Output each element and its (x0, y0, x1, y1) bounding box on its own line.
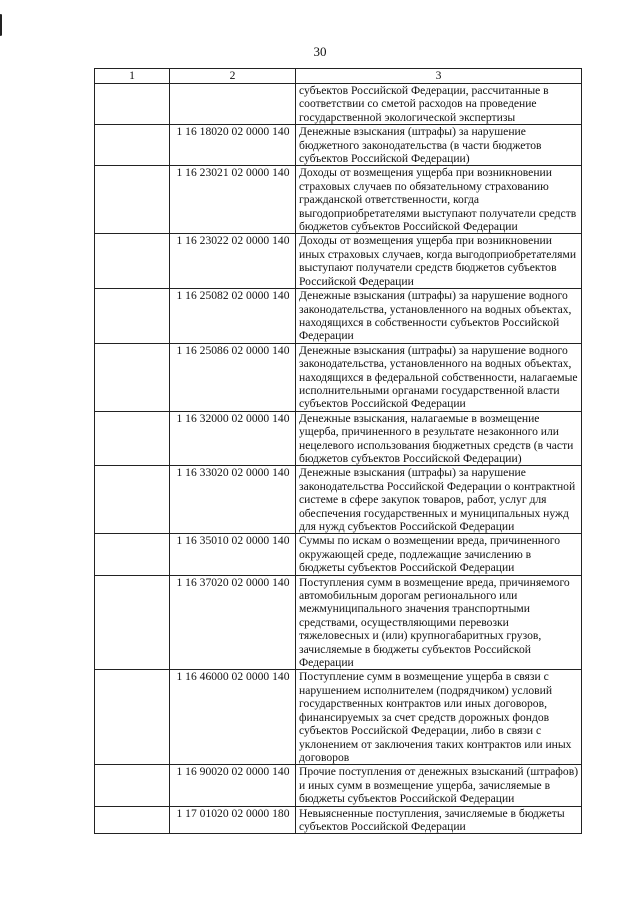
column-header-2: 2 (170, 69, 296, 84)
description-cell: Прочие поступления от денежных взысканий (штрафов) и иных сумм в возмещение ущерба, зачисляемые в бюджеты субъектов Российской Федерации (296, 765, 582, 806)
table-row (95, 575, 582, 670)
table-row (95, 166, 582, 234)
description-cell: Денежные взыскания, налагаемые в возмещение ущерба, причиненного в результате незаконного или нецелевого использования бюджетных средств (в части бюджетов субъектов Российской Федерации) (296, 411, 582, 466)
classification-code-cell: 1 16 33020 02 0000 140 (170, 466, 296, 534)
row-col1-cell (95, 765, 170, 806)
description-cell: Поступления сумм в возмещение вреда, причиняемого автомобильным дорогам регионального или межмуниципального значения транспортными средствами, осуществляющими перевозки тяжеловесных и (или) крупногабаритных грузов, зачисляемые в бюджеты субъектов Российской Федерации (296, 575, 582, 670)
row-col1-cell (95, 125, 170, 166)
description-cell: Денежные взыскания (штрафы) за нарушение бюджетного законодательства (в части бюджетов субъектов Российской Федерации) (296, 125, 582, 166)
classification-code-cell: 1 16 90020 02 0000 140 (170, 765, 296, 806)
classification-code-cell: 1 16 46000 02 0000 140 (170, 670, 296, 765)
table-header-row (95, 69, 582, 84)
table-row (95, 466, 582, 534)
row-col1-cell (95, 166, 170, 234)
budget-codes-table (94, 68, 582, 834)
column-header-1: 1 (95, 69, 170, 84)
table-row (95, 234, 582, 289)
row-col1-cell (95, 466, 170, 534)
page-edge-mark (0, 14, 5, 36)
row-col1-cell (95, 806, 170, 834)
row-col1-cell (95, 670, 170, 765)
description-cell: Поступление сумм в возмещение ущерба в связи с нарушением исполнителем (подрядчиком) условий государственных контрактов или иных договоров, финансируемых за счет средств дорожных фондов субъектов Российской Федерации, либо в связи с уклонением от заключения таких контрактов или иных договоров (296, 670, 582, 765)
classification-code-cell: 1 16 25082 02 0000 140 (170, 289, 296, 344)
row-col1-cell (95, 84, 170, 125)
classification-code-cell: 1 17 01020 02 0000 180 (170, 806, 296, 834)
classification-code-cell: 1 16 23021 02 0000 140 (170, 166, 296, 234)
table-row (95, 806, 582, 834)
classification-code-cell (170, 84, 296, 125)
description-cell: Денежные взыскания (штрафы) за нарушение водного законодательства, установленного на водных объектах, находящихся в собственности субъектов Российской Федерации (296, 289, 582, 344)
description-cell: Невыясненные поступления, зачисляемые в бюджеты субъектов Российской Федерации (296, 806, 582, 834)
row-col1-cell (95, 289, 170, 344)
description-cell: Суммы по искам о возмещении вреда, причиненного окружающей среде, подлежащие зачислению в бюджеты субъектов Российской Федерации (296, 534, 582, 575)
classification-code-cell: 1 16 18020 02 0000 140 (170, 125, 296, 166)
table-row (95, 125, 582, 166)
table-row (95, 670, 582, 765)
table-row (95, 411, 582, 466)
row-col1-cell (95, 411, 170, 466)
column-header-3: 3 (296, 69, 582, 84)
row-col1-cell (95, 343, 170, 411)
description-cell: субъектов Российской Федерации, рассчитанные в соответствии со сметой расходов на проведение государственной экологической экспертизы (296, 84, 582, 125)
classification-code-cell: 1 16 37020 02 0000 140 (170, 575, 296, 670)
classification-code-cell: 1 16 25086 02 0000 140 (170, 343, 296, 411)
table-row (95, 289, 582, 344)
page-number: 30 (313, 44, 327, 59)
row-col1-cell (95, 234, 170, 289)
description-cell: Доходы от возмещения ущерба при возникновении страховых случаев по обязательному страхованию гражданской ответственности, когда выгодоприобретателями выступают получатели средств бюджетов субъектов Российской Федерации (296, 166, 582, 234)
table-row (95, 534, 582, 575)
description-cell: Доходы от возмещения ущерба при возникновении иных страховых случаев, когда выгодоприобретателями выступают получатели средств бюджетов субъектов Российской Федерации (296, 234, 582, 289)
description-cell: Денежные взыскания (штрафы) за нарушение водного законодательства, установленного на водных объектах, находящихся в федеральной собственности, налагаемые исполнительными органами государственной власти субъектов Российской Федерации (296, 343, 582, 411)
table-row (95, 765, 582, 806)
classification-code-cell: 1 16 35010 02 0000 140 (170, 534, 296, 575)
table-row (95, 343, 582, 411)
description-cell: Денежные взыскания (штрафы) за нарушение законодательства Российской Федерации о контрактной системе в сфере закупок товаров, работ, услуг для обеспечения государственных и муниципальных нужд для нужд субъектов Российской Федерации (296, 466, 582, 534)
classification-code-cell: 1 16 32000 02 0000 140 (170, 411, 296, 466)
classification-code-cell: 1 16 23022 02 0000 140 (170, 234, 296, 289)
row-col1-cell (95, 575, 170, 670)
row-col1-cell (95, 534, 170, 575)
table-row (95, 84, 582, 125)
